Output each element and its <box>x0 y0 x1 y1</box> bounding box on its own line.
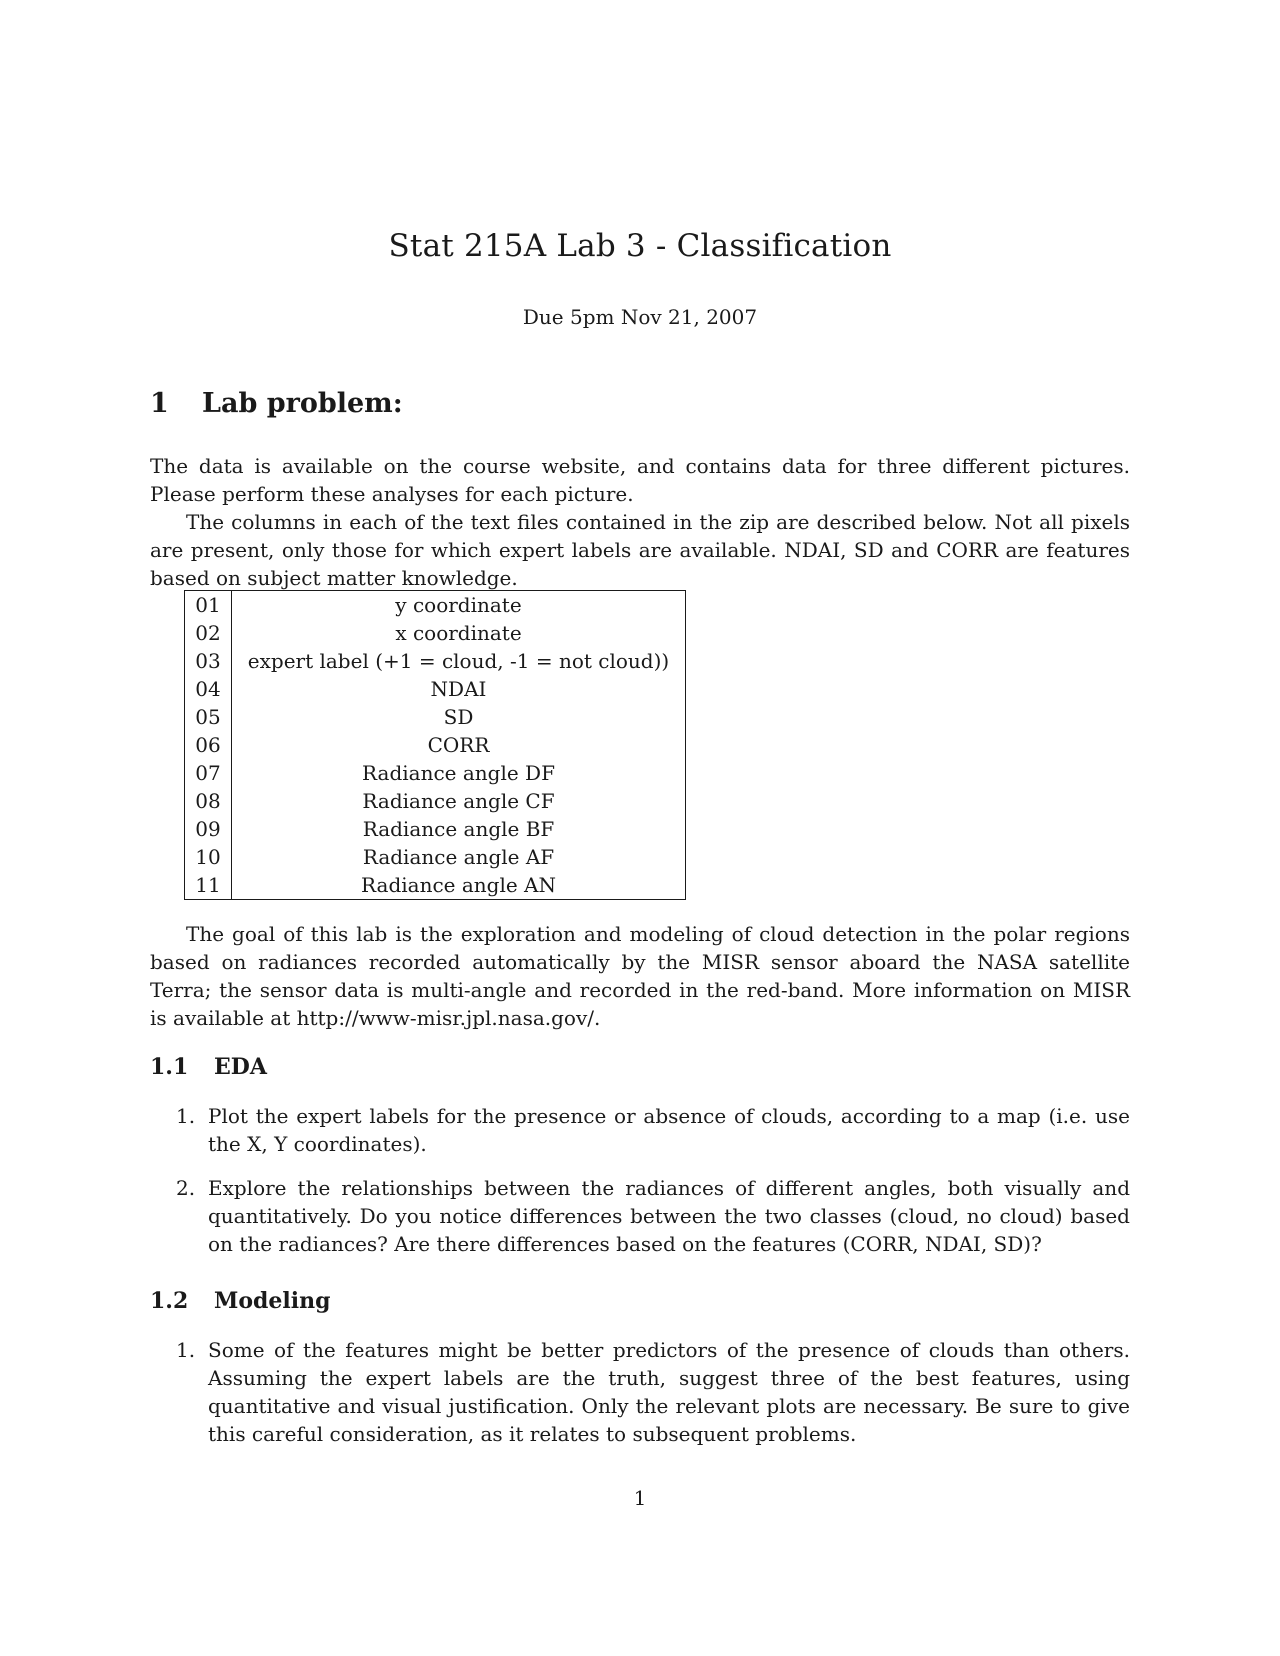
list-item-text: Plot the expert labels for the presence or absence of clouds, according to a map (i.e. use the X, Y coordinates). <box>208 1104 1130 1156</box>
column-description-cell: Radiance angle BF <box>362 817 555 841</box>
document-title: Stat 215A Lab 3 - Classification <box>388 228 892 264</box>
column-number-cell: 04 <box>185 675 232 703</box>
column-number-cell: 07 <box>185 759 232 787</box>
column-number-cell: 02 <box>185 619 232 647</box>
table-row <box>185 871 686 900</box>
subsection-number: 1.2 <box>150 1288 189 1314</box>
column-description-cell: Radiance angle DF <box>362 761 555 785</box>
subsection-heading-eda <box>150 1054 267 1080</box>
column-number-cell: 06 <box>185 731 232 759</box>
column-number-cell: 11 <box>185 871 232 900</box>
column-number-cell: 01 <box>185 591 232 620</box>
list-item <box>176 1102 1130 1158</box>
subsection-title: Modeling <box>214 1288 331 1314</box>
columns-paragraph: The columns in each of the text files contained in the zip are described below. Not all pixels are present, only those for which expert labels are available. NDAI, SD and CORR are features based on subject matter knowledge. <box>150 510 1130 590</box>
subsection-number: 1.1 <box>150 1054 189 1080</box>
table-row <box>185 675 686 703</box>
list-item-text: Some of the features might be better predictors of the presence of clouds than others. Assuming the expert labels are the truth, suggest three of the best features, using quantitative and visual justification. Only the relevant plots are necessary. Be sure to give this careful consideration, as it relates to subsequent problems. <box>208 1338 1130 1446</box>
table-row <box>185 787 686 815</box>
subsection-title: EDA <box>214 1054 267 1080</box>
column-description-cell: x coordinate <box>395 621 522 645</box>
list-item-label: 1. <box>176 1338 196 1362</box>
list-item <box>176 1336 1130 1448</box>
column-description-cell: Radiance angle AF <box>362 845 555 869</box>
table-row <box>185 759 686 787</box>
due-date: Due 5pm Nov 21, 2007 <box>522 305 758 329</box>
table-row <box>185 703 686 731</box>
column-description-cell: NDAI <box>430 677 487 701</box>
section-number: 1 <box>150 388 169 419</box>
intro-paragraph: The data is available on the course website, and contains data for three different pictures. Please perform these analyses for each picture. <box>150 454 1130 506</box>
column-number-cell: 09 <box>185 815 232 843</box>
eda-task-list <box>176 1102 1130 1258</box>
column-description-cell: CORR <box>427 733 490 757</box>
table-row <box>185 619 686 647</box>
column-number-cell: 08 <box>185 787 232 815</box>
list-item <box>176 1174 1130 1258</box>
column-number-cell: 10 <box>185 843 232 871</box>
column-description-table <box>184 590 686 900</box>
table-row <box>185 731 686 759</box>
table-row <box>185 843 686 871</box>
column-description-cell: Radiance angle AN <box>361 873 556 897</box>
page-number: 1 <box>633 1486 647 1510</box>
column-description-cell: expert label (+1 = cloud, -1 = not cloud)) <box>247 649 670 673</box>
column-number-cell: 03 <box>185 647 232 675</box>
list-item-label: 2. <box>176 1176 196 1200</box>
table-row <box>185 647 686 675</box>
column-number-cell: 05 <box>185 703 232 731</box>
column-description-cell: Radiance angle CF <box>362 789 555 813</box>
list-item-label: 1. <box>176 1104 196 1128</box>
goal-paragraph: The goal of this lab is the exploration and modeling of cloud detection in the polar regions based on radiances recorded automatically by the MISR sensor aboard the NASA satellite Terra; the sensor data is multi-angle and recorded in the red-band. More information on MISR is available at http://www-misr.jpl.nasa.gov/. <box>150 922 1130 1030</box>
subsection-heading-modeling <box>150 1288 331 1314</box>
list-item-text: Explore the relationships between the radiances of different angles, both visually and quantitatively. Do you notice differences between the two classes (cloud, no cloud) based on the radiances? Are there differences based on the features (CORR, NDAI, SD)? <box>208 1176 1130 1256</box>
section-title: Lab problem: <box>202 388 403 419</box>
section-heading <box>150 388 403 419</box>
table-row <box>185 815 686 843</box>
column-description-cell: SD <box>443 705 474 729</box>
table-row <box>185 591 686 620</box>
modeling-task-list <box>176 1336 1130 1448</box>
column-description-cell: y coordinate <box>395 593 522 617</box>
